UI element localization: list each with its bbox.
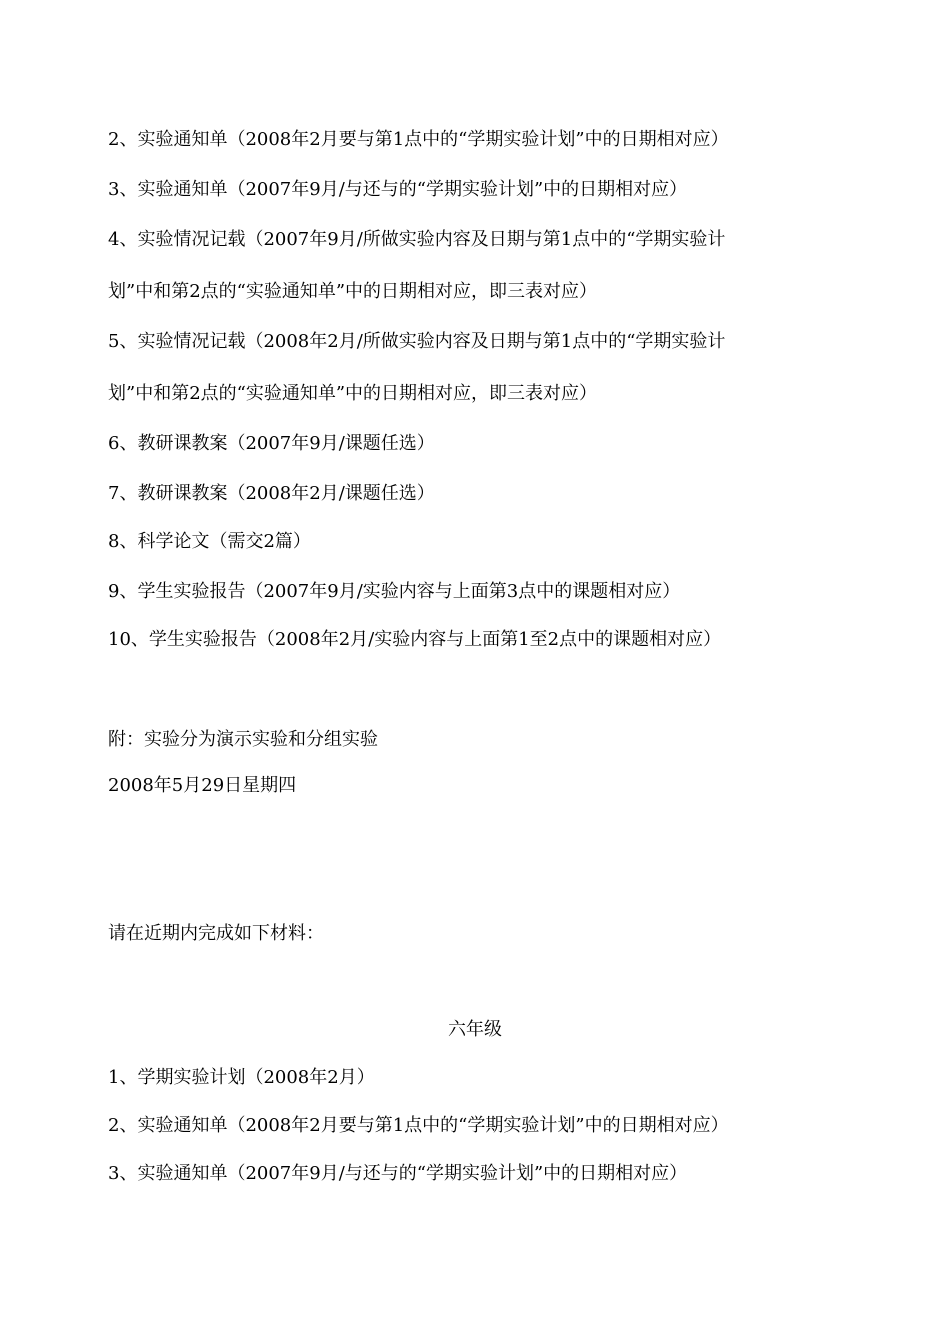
list-item: 4、实验情况记载（2007年9月/所做实验内容及日期与第1点中的“学期实验计 bbox=[108, 229, 726, 250]
document-date: 2008年5月29日星期四 bbox=[108, 775, 297, 796]
list-item: 2、实验通知单（2008年2月要与第1点中的“学期实验计划”中的日期相对应） bbox=[108, 1115, 729, 1136]
appendix-note: 附：实验分为演示实验和分组实验 bbox=[108, 729, 378, 750]
list-item: 2、实验通知单（2008年2月要与第1点中的“学期实验计划”中的日期相对应） bbox=[108, 129, 729, 150]
grade-heading: 六年级 bbox=[448, 1019, 502, 1040]
list-item: 3、实验通知单（2007年9月/与还与的“学期实验计划”中的日期相对应） bbox=[108, 179, 688, 200]
list-item: 6、教研课教案（2007年9月/课题任选） bbox=[108, 433, 435, 454]
list-item-continuation: 划”中和第2点的“实验通知单”中的日期相对应，即三表对应） bbox=[108, 383, 598, 404]
list-item: 3、实验通知单（2007年9月/与还与的“学期实验计划”中的日期相对应） bbox=[108, 1163, 688, 1184]
list-item: 10、学生实验报告（2008年2月/实验内容与上面第1至2点中的课题相对应） bbox=[108, 629, 722, 650]
list-item: 1、学期实验计划（2008年2月） bbox=[108, 1067, 375, 1088]
list-item: 7、教研课教案（2008年2月/课题任选） bbox=[108, 483, 435, 504]
list-item-continuation: 划”中和第2点的“实验通知单”中的日期相对应，即三表对应） bbox=[108, 281, 598, 302]
list-item: 5、实验情况记载（2008年2月/所做实验内容及日期与第1点中的“学期实验计 bbox=[108, 331, 726, 352]
intro-text: 请在近期内完成如下材料： bbox=[108, 923, 324, 944]
list-item: 9、学生实验报告（2007年9月/实验内容与上面第3点中的课题相对应） bbox=[108, 581, 681, 602]
list-item: 8、科学论文（需交2篇） bbox=[108, 531, 311, 552]
